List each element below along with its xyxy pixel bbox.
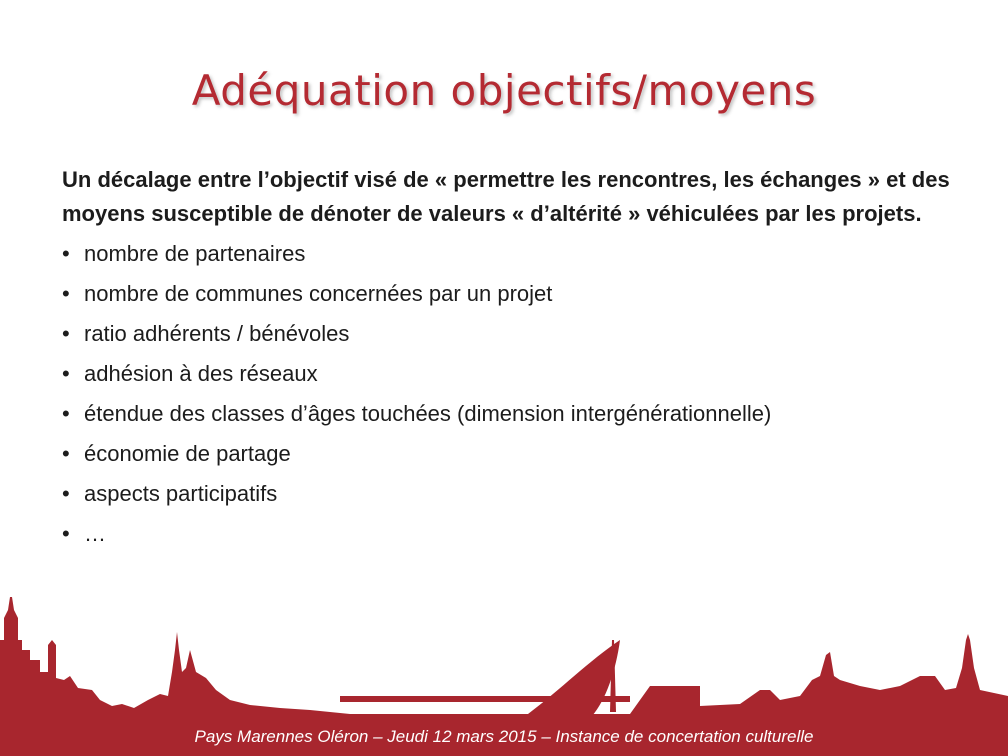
bullet-icon: •: [62, 441, 70, 466]
intro-paragraph: Un décalage entre l’objectif visé de « permettre les rencontres, les échanges » et des moyens susceptible de dénoter de valeurs « d’altérité » véhiculées par les projets.: [62, 167, 950, 226]
bullet-list: [62, 234, 962, 554]
bullet-icon: •: [62, 281, 70, 306]
bullet-text: nombre de partenaires: [84, 241, 306, 266]
bullet-item: [62, 234, 962, 274]
bullet-text: adhésion à des réseaux: [84, 361, 318, 386]
bullet-icon: •: [62, 321, 70, 346]
bullet-text: étendue des classes d’âges touchées (dimension intergénérationnelle): [84, 401, 772, 426]
bullet-icon: •: [62, 401, 70, 426]
bullet-item: [62, 514, 962, 554]
bullet-icon: •: [62, 361, 70, 386]
bullet-icon: •: [62, 241, 70, 266]
bullet-item: [62, 354, 962, 394]
bullet-text: ratio adhérents / bénévoles: [84, 321, 350, 346]
bullet-item: [62, 274, 962, 314]
bullet-item: [62, 314, 962, 354]
bullet-item: [62, 394, 962, 434]
bullet-text: aspects participatifs: [84, 481, 278, 506]
bullet-text: …: [84, 521, 106, 546]
slide-body: [62, 163, 962, 554]
bullet-item: [62, 474, 962, 514]
bullet-icon: •: [62, 521, 70, 546]
bullet-text: économie de partage: [84, 441, 291, 466]
bullet-item: [62, 434, 962, 474]
bullet-text: nombre de communes concernées par un projet: [84, 281, 553, 306]
footer-caption: Pays Marennes Oléron – Jeudi 12 mars 2015 – Instance de concertation culturelle: [194, 727, 814, 746]
bullet-icon: •: [62, 481, 70, 506]
slide-title: Adéquation objectifs/moyens: [191, 66, 817, 115]
